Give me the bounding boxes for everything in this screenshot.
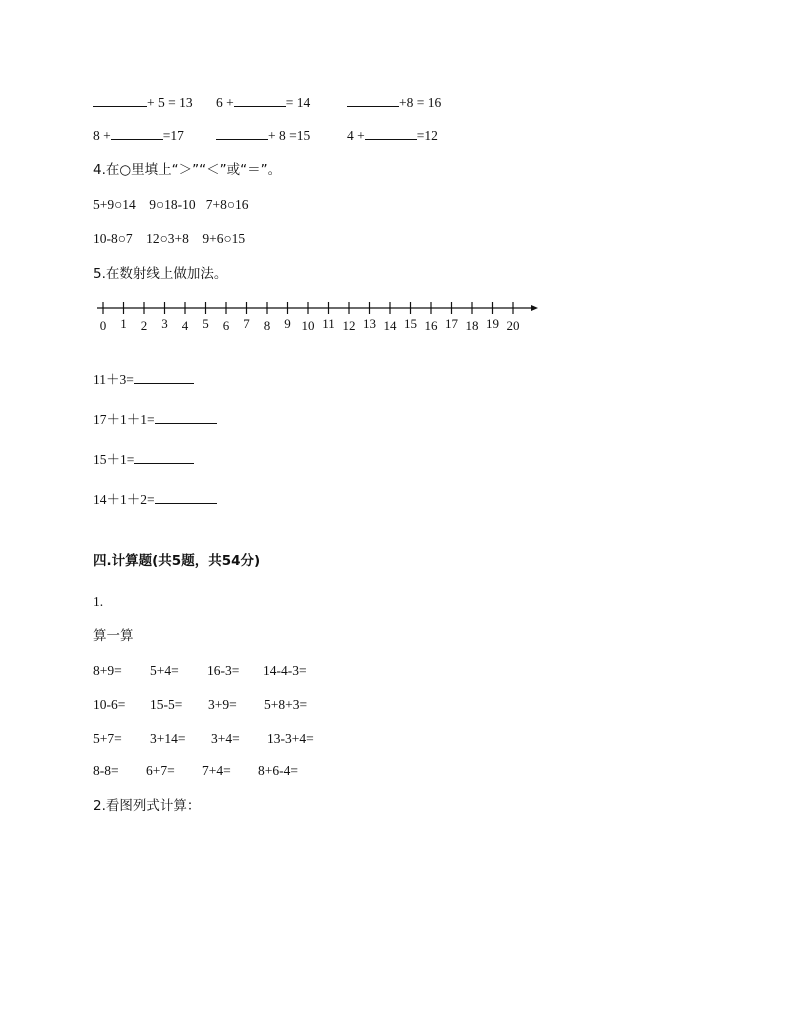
calc-item: 8+9= (93, 663, 122, 678)
answer-blank[interactable] (134, 371, 194, 384)
q5-problem-3: 15＋1= (93, 451, 194, 469)
number-line-label: 20 (506, 318, 520, 333)
calc-item: 14-4-3= (263, 663, 307, 678)
blank-item-3: +8 = 16 (347, 94, 441, 111)
number-line-label: 9 (284, 316, 291, 331)
number-line-label: 3 (161, 316, 168, 331)
answer-blank[interactable] (134, 451, 194, 464)
q1-title: 算一算 (93, 628, 134, 644)
number-line-label: 11 (322, 316, 335, 331)
number-line (93, 298, 543, 338)
answer-blank[interactable] (155, 411, 217, 424)
calc-item: 5+4= (150, 663, 179, 678)
answer-blank[interactable] (234, 94, 286, 107)
number-line-label: 7 (243, 316, 250, 331)
number-line-label: 1 (120, 316, 127, 331)
arrow-right-icon (531, 305, 538, 311)
calc-item: 13-3+4= (267, 731, 314, 746)
q5-problem-1: 11＋3= (93, 371, 194, 389)
number-line-label: 6 (222, 318, 230, 333)
number-line-label: 14 (383, 318, 397, 333)
number-line-label: 12 (342, 318, 356, 333)
calc-item: 5+7= (93, 731, 122, 746)
q4-row-1: 5+9○14 9○18-10 7+8○16 (93, 197, 249, 212)
number-line-label: 16 (424, 318, 438, 333)
q5-problem-2: 17＋1＋1= (93, 411, 217, 429)
number-line-label: 0 (99, 318, 107, 333)
q5-problem-4: 14＋1＋2= (93, 491, 217, 509)
calc-item: 6+7= (146, 763, 175, 778)
blank-item-1: + 5 = 13 (93, 94, 193, 111)
number-line-label: 18 (465, 318, 479, 333)
q4-row-2: 10-8○7 12○3+8 9+6○15 (93, 231, 246, 246)
number-line-label: 4 (181, 318, 189, 333)
calc-item: 10-6= (93, 697, 126, 712)
number-line-label: 8 (263, 318, 271, 333)
number-line-label: 5 (202, 316, 209, 331)
q2-title: 2.看图列式计算： (93, 798, 201, 814)
calc-item: 3+4= (211, 731, 240, 746)
calc-item: 15-5= (150, 697, 183, 712)
number-line-label: 19 (486, 316, 499, 331)
blank-item-2: 6 + = 14 (216, 95, 311, 110)
number-line-label: 2 (140, 318, 148, 333)
blank-item-6: 4 + =12 (347, 128, 438, 143)
calc-item: 3+9= (208, 697, 237, 712)
answer-blank[interactable] (155, 491, 217, 504)
calc-item: 3+14= (150, 731, 186, 746)
calc-item: 16-3= (207, 663, 240, 678)
answer-blank[interactable] (216, 127, 268, 140)
number-line-label: 17 (445, 316, 458, 331)
section-heading: 四.计算题(共5题，共54分) (93, 553, 261, 569)
answer-blank[interactable] (365, 127, 417, 140)
number-line-label: 10 (301, 318, 315, 333)
answer-blank[interactable] (111, 127, 163, 140)
calc-item: 7+4= (202, 763, 231, 778)
blank-item-4: 8 + =17 (93, 128, 184, 143)
calc-item: 5+8+3= (264, 697, 308, 712)
q4-title: 4.在○里填上“＞”“＜”或“＝”。 (93, 162, 282, 178)
answer-blank[interactable] (93, 94, 147, 107)
q5-title: 5.在数射线上做加法。 (93, 266, 228, 282)
answer-blank[interactable] (347, 94, 399, 107)
blank-item-5: + 8 =15 (216, 127, 310, 144)
q1-number: 1. (93, 594, 104, 609)
calc-item: 8+6-4= (258, 763, 298, 778)
number-line-label: 13 (363, 316, 376, 331)
calc-item: 8-8= (93, 763, 119, 778)
number-line-label: 15 (404, 316, 417, 331)
